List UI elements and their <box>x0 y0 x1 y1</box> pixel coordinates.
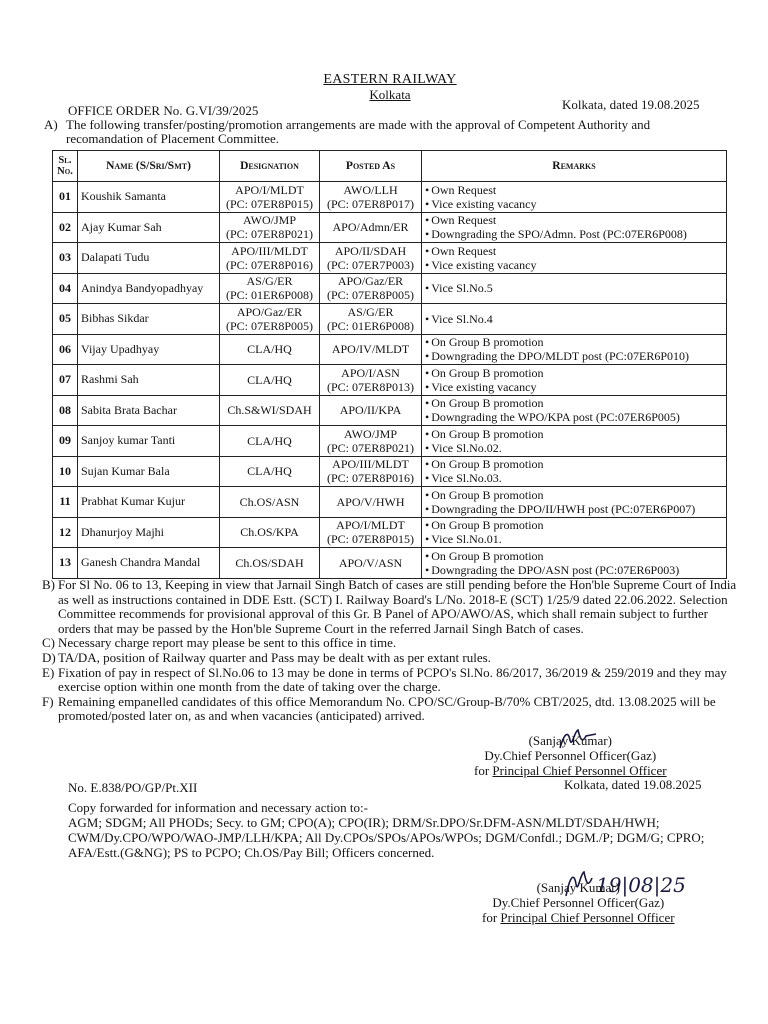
remark-item: • Vice Sl.No.02. <box>425 441 723 455</box>
row-posted-as <box>320 456 422 487</box>
row-name: Dhanurjoy Majhi <box>78 517 220 548</box>
order-date: Kolkata, dated 19.08.2025 <box>562 97 700 112</box>
posted-as-code: (PC: 07ER8P021) <box>326 440 414 455</box>
designation-line: CLA/HQ <box>247 342 292 357</box>
order-number: OFFICE ORDER No. G.VI/39/2025 <box>68 103 259 118</box>
remark-item: • Downgrading the DPO/ASN post (PC:07ER6P003) <box>425 563 723 577</box>
paragraph-a <box>44 118 734 146</box>
row-sl-no: 05 <box>53 304 78 335</box>
note-label: B) <box>42 577 55 592</box>
posted-as-code: (PC: 07ER7P003) <box>326 257 414 272</box>
signatory-for-line-2 <box>482 910 675 925</box>
designation-line: CLA/HQ <box>247 433 292 448</box>
row-remarks <box>422 365 727 396</box>
posted-as-line: APO/II/KPA <box>339 403 402 418</box>
for-office-2: Principal Chief Personnel Officer <box>500 910 675 925</box>
row-remarks <box>422 243 727 274</box>
remark-item: • On Group B promotion <box>425 396 723 410</box>
posted-as-code: (PC: 01ER6P008) <box>326 318 414 333</box>
remark-item: • On Group B promotion <box>425 427 723 441</box>
note-c <box>42 636 742 651</box>
header-posted-as: Posted As <box>320 151 422 182</box>
row-designation <box>220 426 320 457</box>
remark-item: • Own Request <box>425 183 723 197</box>
row-posted-as <box>320 487 422 518</box>
designation-code: (PC: 07ER8P016) <box>225 257 313 272</box>
signature-block-2 <box>482 880 675 925</box>
table-row <box>53 273 727 304</box>
posted-as-code: (PC: 07ER8P005) <box>326 288 414 303</box>
header-sl-no: Sl. No. <box>53 151 78 182</box>
row-sl-no: 13 <box>53 548 78 579</box>
table-row <box>53 212 727 243</box>
signatory-designation: Dy.Chief Personnel Officer(Gaz) <box>484 748 657 763</box>
row-sl-no: 06 <box>53 334 78 365</box>
for-prefix: for <box>474 763 493 778</box>
header-remarks: Remarks <box>422 151 727 182</box>
row-remarks <box>422 517 727 548</box>
row-posted-as <box>320 182 422 213</box>
posted-as-line: APO/Admn/ER <box>332 220 409 235</box>
remark-item: • On Group B promotion <box>425 488 723 502</box>
remark-item: • Own Request <box>425 244 723 258</box>
designation-line: APO/I/MLDT <box>235 182 304 197</box>
designation-code: (PC: 07ER8P015) <box>225 196 313 211</box>
row-remarks <box>422 395 727 426</box>
remark-item: • Downgrading the SPO/Admn. Post (PC:07ER6P008) <box>425 227 723 241</box>
row-designation <box>220 456 320 487</box>
remark-item: • On Group B promotion <box>425 335 723 349</box>
table-row <box>53 182 727 213</box>
designation-line: Ch.OS/ASN <box>239 494 300 509</box>
row-sl-no: 02 <box>53 212 78 243</box>
row-posted-as <box>320 548 422 579</box>
designation-line: CLA/HQ <box>247 464 292 479</box>
table-row <box>53 365 727 396</box>
row-name: Ajay Kumar Sah <box>78 212 220 243</box>
row-sl-no: 10 <box>53 456 78 487</box>
designation-code: (PC: 07ER8P021) <box>225 227 313 242</box>
organization-title: EASTERN RAILWAY <box>323 72 457 87</box>
row-designation <box>220 243 320 274</box>
remark-item: • Downgrading the WPO/KPA post (PC:07ER6P005) <box>425 410 723 424</box>
note-label: E) <box>42 664 55 680</box>
signatory-name-2: (Sanjay Kumar) <box>536 880 620 895</box>
row-designation <box>220 365 320 396</box>
row-name: Sujan Kumar Bala <box>78 456 220 487</box>
row-remarks <box>422 182 727 213</box>
table-row <box>53 426 727 457</box>
posted-as-line: APO/V/ASN <box>338 555 403 570</box>
row-name: Sabita Brata Bachar <box>78 395 220 426</box>
row-posted-as <box>320 365 422 396</box>
signatory-for-line <box>474 763 667 778</box>
posted-as-line: APO/IV/MLDT <box>331 342 410 357</box>
posted-as-line: APO/I/MLDT <box>336 518 405 533</box>
row-sl-no: 12 <box>53 517 78 548</box>
note-label: C) <box>42 635 55 651</box>
row-posted-as <box>320 243 422 274</box>
posted-as-line: AWO/JMP <box>343 426 398 441</box>
row-name: Rashmi Sah <box>78 365 220 396</box>
designation-line: AS/G/ER <box>246 274 293 289</box>
posted-as-code: (PC: 07ER8P013) <box>326 379 414 394</box>
row-designation <box>220 334 320 365</box>
note-text: Fixation of pay in respect of Sl.No.06 to 13 may be done in terms of PCPO's Sl.No. 86/2017, 36/2019 & 259/2019 and they may exercise option within one month from the date of taking over the charge. <box>58 664 727 695</box>
designation-line: AWO/JMP <box>242 213 297 228</box>
copy-intro: Copy forwarded for information and necessary action to:- <box>68 800 368 815</box>
notes-section <box>42 578 742 724</box>
remark-item: • Own Request <box>425 213 723 227</box>
copy-date: Kolkata, dated 19.08.2025 <box>564 777 702 792</box>
for-office: Principal Chief Personnel Officer <box>492 763 667 778</box>
posted-as-line: APO/III/MLDT <box>332 457 409 472</box>
remark-item: • Downgrading the DPO/MLDT post (PC:07ER6P010) <box>425 349 723 363</box>
remark-item: • On Group B promotion <box>425 457 723 471</box>
remark-item: • On Group B promotion <box>425 549 723 563</box>
row-name: Sanjoy kumar Tanti <box>78 426 220 457</box>
note-label: D) <box>42 649 56 665</box>
row-designation <box>220 273 320 304</box>
row-remarks <box>422 212 727 243</box>
row-designation <box>220 548 320 579</box>
posted-as-line: APO/V/HWH <box>336 494 405 509</box>
row-name: Bibhas Sikdar <box>78 304 220 335</box>
note-text: TA/DA, position of Railway quarter and Pass may be dealt with as per extant rules. <box>58 649 491 665</box>
remark-item: • Vice existing vacancy <box>425 197 723 211</box>
posted-as-line: AWO/LLH <box>343 182 398 197</box>
row-posted-as <box>320 426 422 457</box>
note-d <box>42 651 742 666</box>
posted-as-code: (PC: 07ER8P016) <box>326 471 414 486</box>
posted-as-code: (PC: 07ER8P015) <box>326 532 414 547</box>
paragraph-a-label: A) <box>44 117 58 132</box>
row-designation <box>220 517 320 548</box>
copy-forwarded-section <box>68 800 748 860</box>
note-text: Necessary charge report may please be sent to this office in time. <box>58 635 397 651</box>
row-remarks <box>422 273 727 304</box>
row-sl-no: 08 <box>53 395 78 426</box>
remark-item: • Downgrading the DPO/II/HWH post (PC:07ER6P007) <box>425 502 723 516</box>
posted-as-code: (PC: 07ER8P017) <box>326 196 414 211</box>
remark-item: • Vice Sl.No.5 <box>425 281 723 295</box>
remark-item: • Vice Sl.No.01. <box>425 532 723 546</box>
row-name: Anindya Bandyopadhyay <box>78 273 220 304</box>
note-b <box>42 578 742 636</box>
table-body <box>53 182 727 579</box>
table-row <box>53 456 727 487</box>
row-remarks <box>422 304 727 335</box>
row-posted-as <box>320 273 422 304</box>
table-row <box>53 548 727 579</box>
row-name: Prabhat Kumar Kujur <box>78 487 220 518</box>
row-name: Vijay Upadhyay <box>78 334 220 365</box>
remark-item: • Vice existing vacancy <box>425 258 723 272</box>
signatory-designation-2: Dy.Chief Personnel Officer(Gaz) <box>492 895 665 910</box>
paragraph-a-line2: recomandation of Placement Committee. <box>66 131 279 146</box>
row-sl-no: 11 <box>53 487 78 518</box>
designation-code: (PC: 01ER6P008) <box>225 288 313 303</box>
row-posted-as <box>320 334 422 365</box>
row-designation <box>220 182 320 213</box>
remark-item: • Vice existing vacancy <box>425 380 723 394</box>
designation-code: (PC: 07ER8P005) <box>225 318 313 333</box>
table-row <box>53 487 727 518</box>
row-designation <box>220 487 320 518</box>
for-prefix-2: for <box>482 910 501 925</box>
copy-recipients: AGM; SDGM; All PHODs; Secy. to GM; CPO(A); CPO(IR); DRM/Sr.DPO/Sr.DFM-ASN/MLDT/SDAH/HWH; CWM/Dy.CPO/WPO/WAO-JMP/LLH/KPA; All Dy.CPOs/SPOs/APOs/WPOs; DGM/Confdl.; DGM./P; DGM/G; CPRO; AFA/Estt.(G&NG); PS to PCPO; Ch.OS/Pay Bill; Officers concerned. <box>68 815 705 860</box>
row-remarks <box>422 487 727 518</box>
row-designation <box>220 304 320 335</box>
header-name: Name (S/Sri/Smt) <box>78 151 220 182</box>
row-remarks <box>422 426 727 457</box>
table-row <box>53 334 727 365</box>
row-name: Koushik Samanta <box>78 182 220 213</box>
row-remarks <box>422 548 727 579</box>
row-name: Ganesh Chandra Mandal <box>78 548 220 579</box>
row-sl-no: 03 <box>53 243 78 274</box>
row-sl-no: 04 <box>53 273 78 304</box>
row-sl-no: 07 <box>53 365 78 396</box>
row-remarks <box>422 456 727 487</box>
remark-item: • Vice Sl.No.4 <box>425 312 723 326</box>
paragraph-a-line1: The following transfer/posting/promotion arrangements are made with the approval of Competent Authority and <box>66 117 651 132</box>
remark-item: • On Group B promotion <box>425 518 723 532</box>
row-designation <box>220 395 320 426</box>
note-label: F) <box>42 693 54 709</box>
designation-line: Ch.S&WI/SDAH <box>227 403 312 418</box>
row-sl-no: 01 <box>53 182 78 213</box>
header-designation: Designation <box>220 151 320 182</box>
table-row <box>53 395 727 426</box>
row-designation <box>220 212 320 243</box>
row-remarks <box>422 334 727 365</box>
posted-as-line: APO/I/ASN <box>341 365 400 380</box>
remark-item: • Vice Sl.No.03. <box>425 471 723 485</box>
posted-as-line: APO/II/SDAH <box>334 243 407 258</box>
designation-line: APO/Gaz/ER <box>236 304 303 319</box>
row-posted-as <box>320 395 422 426</box>
row-name: Dalapati Tudu <box>78 243 220 274</box>
designation-line: Ch.OS/SDAH <box>235 555 304 570</box>
designation-line: CLA/HQ <box>247 372 292 387</box>
handwritten-date: 19|08|25 <box>596 873 686 897</box>
row-sl-no: 09 <box>53 426 78 457</box>
note-f <box>42 695 742 724</box>
table-row <box>53 517 727 548</box>
postings-table <box>52 150 727 579</box>
note-text: For Sl No. 06 to 13, Keeping in view that Jarnail Singh Batch of cases are still pending before the Hon'ble Supreme Court of India as well as instructions contained in DDE Estt. (SCT) I. Railway Board's L/No. 2018-E (SCT) 1/25/9 dated 22.06.2022. Selection Committee recommends for provisional approval of this Gr. B Panel of APO/AWO/AS, which shall remain subject to further orders that may be passed by the Hon'ble Supreme Court in the referred Jarnail Singh Batch of cases. <box>58 577 737 636</box>
designation-line: APO/III/MLDT <box>231 243 308 258</box>
table-header-row <box>53 151 727 182</box>
row-posted-as <box>320 212 422 243</box>
table-row <box>53 243 727 274</box>
row-posted-as <box>320 517 422 548</box>
row-posted-as <box>320 304 422 335</box>
signature-block-1 <box>474 733 667 778</box>
note-text: Remaining empanelled candidates of this office Memorandum No. CPO/SC/Group-B/70% CBT/2025, dtd. 13.08.2025 will be promoted/posted later on, as and when vacancies (anticipated) arrived. <box>58 693 716 724</box>
organization-city: Kolkata <box>369 87 411 102</box>
copy-reference-number: No. E.838/PO/GP/Pt.XII <box>68 780 198 795</box>
signatory-name: (Sanjay Kumar) <box>528 733 612 748</box>
posted-as-line: APO/Gaz/ER <box>337 274 404 289</box>
posted-as-line: AS/G/ER <box>347 304 394 319</box>
note-e <box>42 666 742 695</box>
designation-line: Ch.OS/KPA <box>240 525 299 540</box>
remark-item: • On Group B promotion <box>425 366 723 380</box>
table-row <box>53 304 727 335</box>
